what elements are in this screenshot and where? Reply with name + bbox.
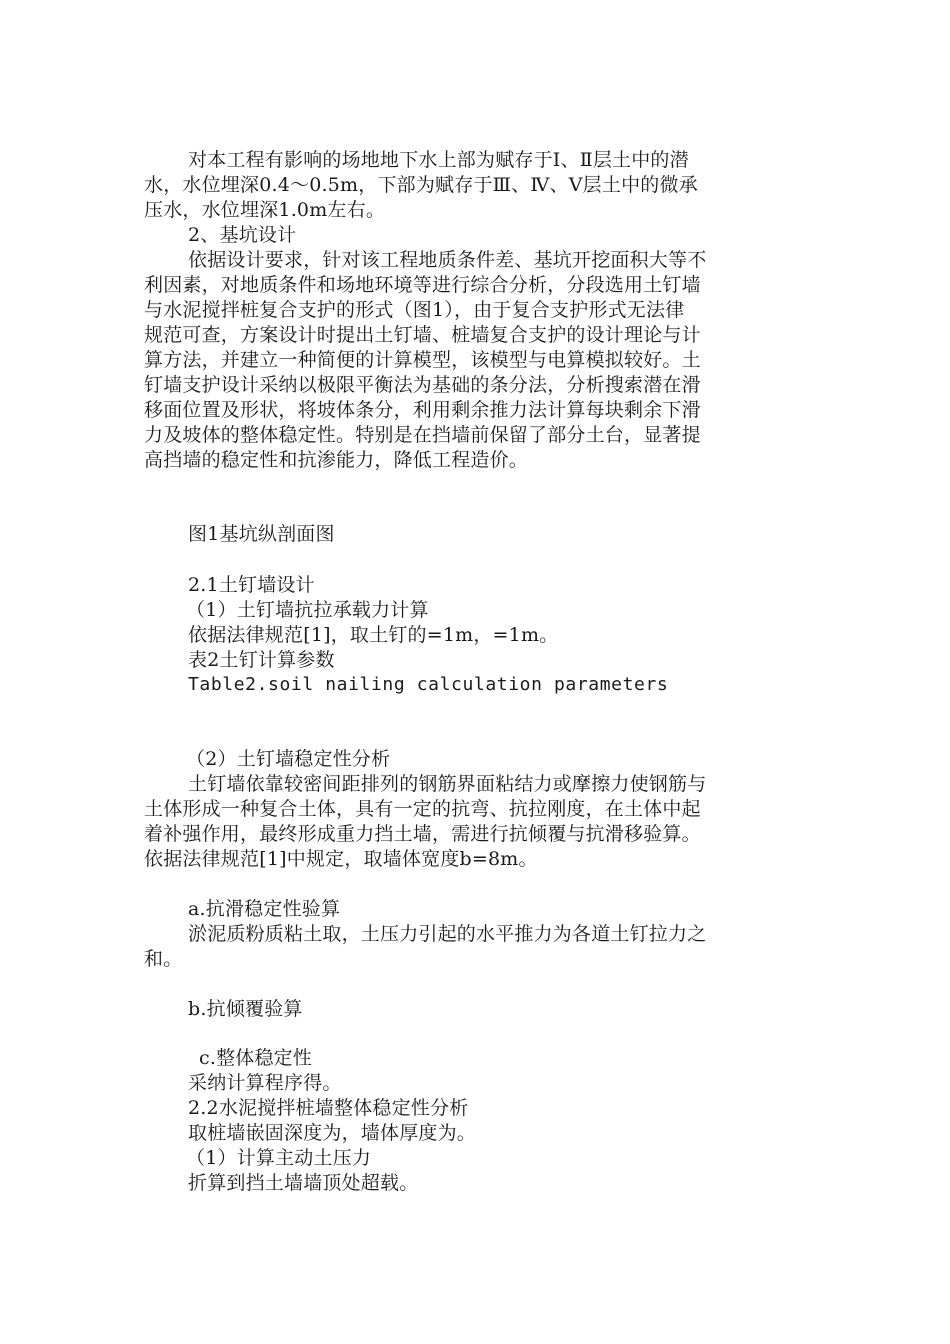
tensile-capacity-paragraph: 依据法律规范[1]，取土钉的=1m，=1m。 xyxy=(188,624,559,646)
figure-1-caption: 图1基坑纵剖面图 xyxy=(188,523,335,545)
subheading-stability-analysis: （2）土钉墙稳定性分析 xyxy=(186,748,391,770)
subheading-tensile-capacity: （1）土钉墙抗拉承载力计算 xyxy=(186,599,429,621)
surcharge-paragraph: 折算到挡土墙墙顶处超载。 xyxy=(188,1172,419,1194)
anti-sliding-paragraph-line-2: 和。 xyxy=(144,948,183,970)
overall-stability-paragraph: 采纳计算程序得。 xyxy=(188,1072,342,1094)
table-2-caption-cn: 表2土钉计算参数 xyxy=(188,649,335,671)
design-paragraph-line-3: 与水泥搅拌桩复合支护的形式（图1），由于复合支护形式无法律 xyxy=(144,299,685,321)
design-paragraph-line-9: 高挡墙的稳定性和抗渗能力，降低工程造价。 xyxy=(144,449,529,471)
design-paragraph-line-7: 移面位置及形状，将坡体条分，利用剩余推力法计算每块剩余下滑 xyxy=(144,399,701,421)
section-heading-foundation-pit-design: 2、基坑设计 xyxy=(188,224,297,246)
groundwater-paragraph-line-3: 压水，水位埋深1.0m左右。 xyxy=(144,199,386,221)
section-heading-2-1-soil-nail-wall: 2.1土钉墙设计 xyxy=(188,574,315,596)
subheading-anti-overturning: b.抗倾覆验算 xyxy=(188,998,303,1020)
anti-sliding-paragraph-line-1: 淤泥质粉质粘土取，土压力引起的水平推力为各道土钉拉力之 xyxy=(188,923,707,945)
groundwater-paragraph-line-2: 水，水位埋深0.4～0.5m，下部为赋存于Ⅲ、Ⅳ、Ⅴ层土中的微承 xyxy=(144,174,698,196)
design-paragraph-line-6: 钉墙支护设计采纳以极限平衡法为基础的条分法，分析搜索潜在滑 xyxy=(144,374,701,396)
design-paragraph-line-1: 依据设计要求，针对该工程地质条件差、基坑开挖面积大等不 xyxy=(188,249,707,271)
stability-paragraph-line-2: 土体形成一种复合土体，具有一定的抗弯、抗拉刚度，在土体中起 xyxy=(144,798,701,820)
subheading-overall-stability: c.整体稳定性 xyxy=(199,1047,313,1069)
stability-paragraph-line-4: 依据法律规范[1]中规定，取墙体宽度b=8m。 xyxy=(144,848,538,870)
subheading-active-earth-pressure: （1）计算主动土压力 xyxy=(186,1147,372,1169)
stability-paragraph-line-1: 土钉墙依靠较密间距排列的钢筋界面粘结力或摩擦力使钢筋与 xyxy=(188,773,707,795)
pile-wall-paragraph: 取桩墙嵌固深度为，墙体厚度为。 xyxy=(188,1122,477,1144)
design-paragraph-line-2: 利因素，对地质条件和场地环境等进行综合分析，分段选用土钉墙 xyxy=(144,274,701,296)
table-2-caption-en: Table2.soil nailing calculation parameters xyxy=(188,674,669,695)
section-heading-2-2-mixing-pile-wall: 2.2水泥搅拌桩墙整体稳定性分析 xyxy=(188,1097,469,1119)
design-paragraph-line-5: 算方法，并建立一种简便的计算模型，该模型与电算模拟较好。土 xyxy=(144,349,701,371)
design-paragraph-line-4: 规范可查，方案设计时提出土钉墙、桩墙复合支护的设计理论与计 xyxy=(144,324,701,346)
design-paragraph-line-8: 力及坡体的整体稳定性。特别是在挡墙前保留了部分土台，显著提 xyxy=(144,424,701,446)
stability-paragraph-line-3: 着补强作用，最终形成重力挡土墙，需进行抗倾覆与抗滑移验算。 xyxy=(144,823,701,845)
subheading-anti-sliding: a.抗滑稳定性验算 xyxy=(188,898,341,920)
groundwater-paragraph-line-1: 对本工程有影响的场地地下水上部为赋存于Ⅰ、Ⅱ层土中的潜 xyxy=(188,149,689,171)
